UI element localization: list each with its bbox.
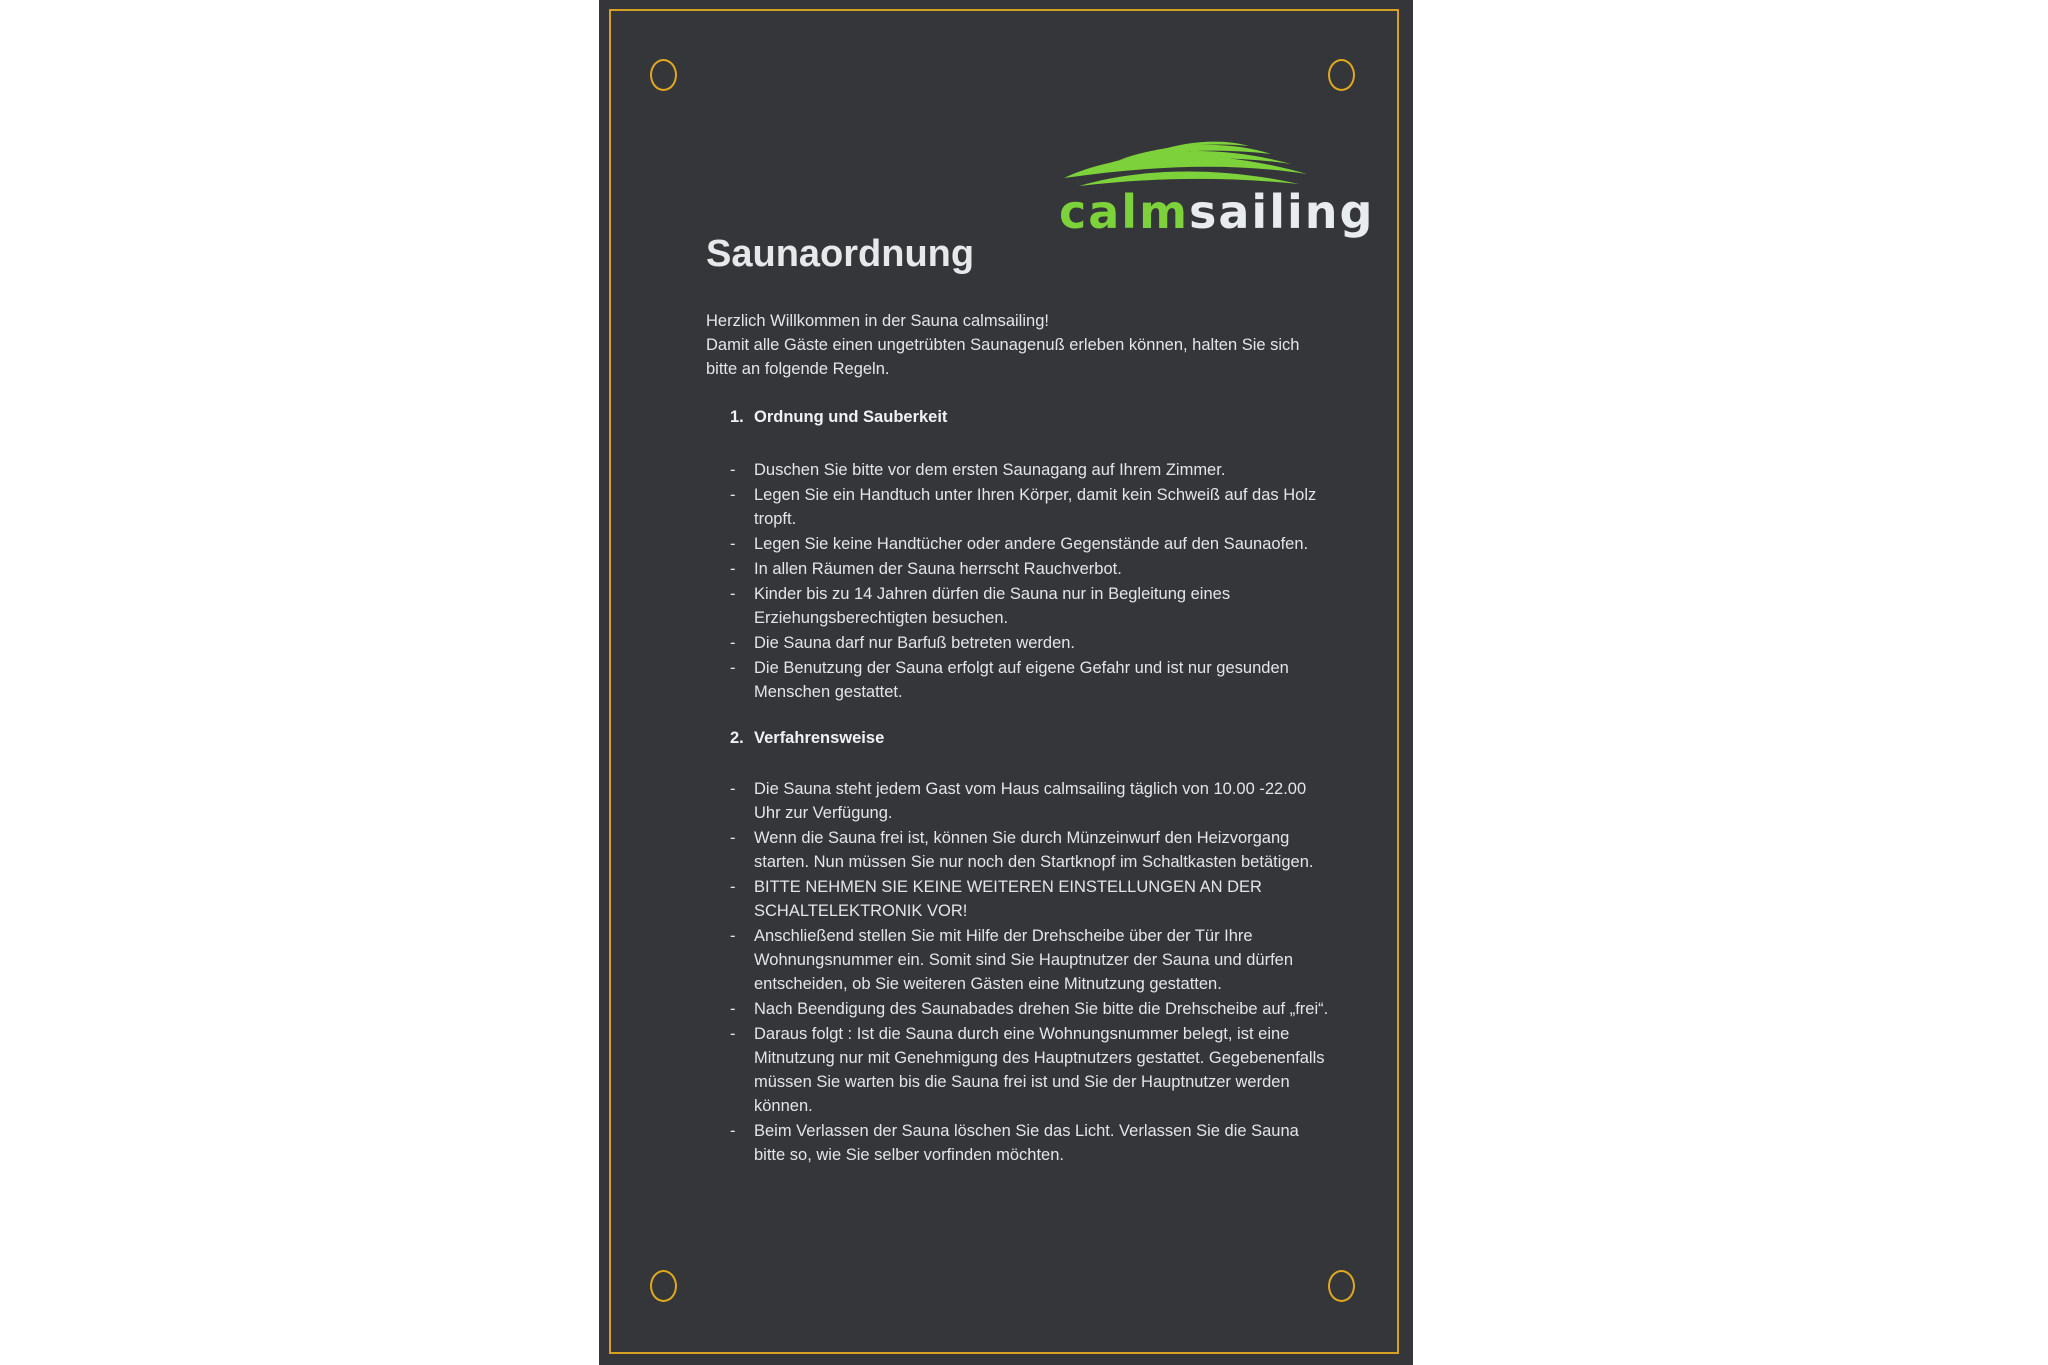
rule-item: - Wenn die Sauna frei ist, können Sie durch Münzeinwurf den Heizvorgang starten. Nun müssen Sie nur noch den Startknopf im Schaltkasten betätigen. <box>730 826 1330 874</box>
section-title: Verfahrensweise <box>754 729 885 747</box>
section-heading <box>730 729 884 748</box>
rule-item: - BITTE NEHMEN SIE KEINE WEITEREN EINSTELLUNGEN AN DER SCHALTELEKTRONIK VOR! <box>730 875 1330 923</box>
rule-item: - Die Benutzung der Sauna erfolgt auf eigene Gefahr und ist nur gesunden Menschen gestattet. <box>730 656 1330 704</box>
calmsailing-logo <box>1059 140 1375 250</box>
mounting-hole-top-left <box>650 59 677 91</box>
rule-item: - Nach Beendigung des Saunabades drehen Sie bitte die Drehscheibe auf „frei“. <box>730 997 1330 1021</box>
intro-line-rules: Damit alle Gäste einen ungetrübten Saunagenuß erleben können, halten Sie sich bitte an folgende Regeln. <box>706 336 1300 378</box>
logo-text-sailing: sailing <box>1189 185 1375 239</box>
page-title: Saunaordnung <box>706 233 975 275</box>
rules-list <box>730 458 1330 705</box>
rules-list <box>730 777 1330 1168</box>
rule-item: - Duschen Sie bitte vor dem ersten Saunagang auf Ihrem Zimmer. <box>730 458 1330 482</box>
section-number: 2. <box>730 729 744 747</box>
section-number: 1. <box>730 408 744 426</box>
rule-item: - Daraus folgt : Ist die Sauna durch eine Wohnungsnummer belegt, ist eine Mitnutzung nur mit Genehmigung des Hauptnutzers gestattet. Gegebenenfalls müssen Sie warten bis die Sauna frei ist und Sie der Hauptnutzer werden können. <box>730 1022 1330 1118</box>
sauna-sign <box>599 0 1413 1365</box>
rule-item: - Die Sauna darf nur Barfuß betreten werden. <box>730 631 1330 655</box>
logo-text-calm: calm <box>1059 185 1190 239</box>
section-heading <box>730 408 947 427</box>
intro-line-welcome: Herzlich Willkommen in der Sauna calmsailing! <box>706 312 1049 330</box>
rule-item: - Legen Sie ein Handtuch unter Ihren Körper, damit kein Schweiß auf das Holz tropft. <box>730 483 1330 531</box>
rule-item: - Legen Sie keine Handtücher oder andere Gegenstände auf den Saunaofen. <box>730 532 1330 556</box>
section-title: Ordnung und Sauberkeit <box>754 408 948 426</box>
mounting-hole-bottom-left <box>650 1270 677 1302</box>
mounting-hole-bottom-right <box>1328 1270 1355 1302</box>
rule-item: - Anschließend stellen Sie mit Hilfe der Drehscheibe über der Tür Ihre Wohnungsnummer ein. Somit sind Sie Hauptnutzer der Sauna und dürfen entscheiden, ob Sie weiteren Gästen eine Mitnutzung gestatten. <box>730 924 1330 996</box>
intro-text <box>706 309 1306 381</box>
mounting-hole-top-right <box>1328 59 1355 91</box>
rule-item: - Die Sauna steht jedem Gast vom Haus calmsailing täglich von 10.00 -22.00 Uhr zur Verfügung. <box>730 777 1330 825</box>
rule-item: - Kinder bis zu 14 Jahren dürfen die Sauna nur in Begleitung eines Erziehungsberechtigten besuchen. <box>730 582 1330 630</box>
rule-item: - In allen Räumen der Sauna herrscht Rauchverbot. <box>730 557 1330 581</box>
rule-item: - Beim Verlassen der Sauna löschen Sie das Licht. Verlassen Sie die Sauna bitte so, wie Sie selber vorfinden möchten. <box>730 1119 1330 1167</box>
